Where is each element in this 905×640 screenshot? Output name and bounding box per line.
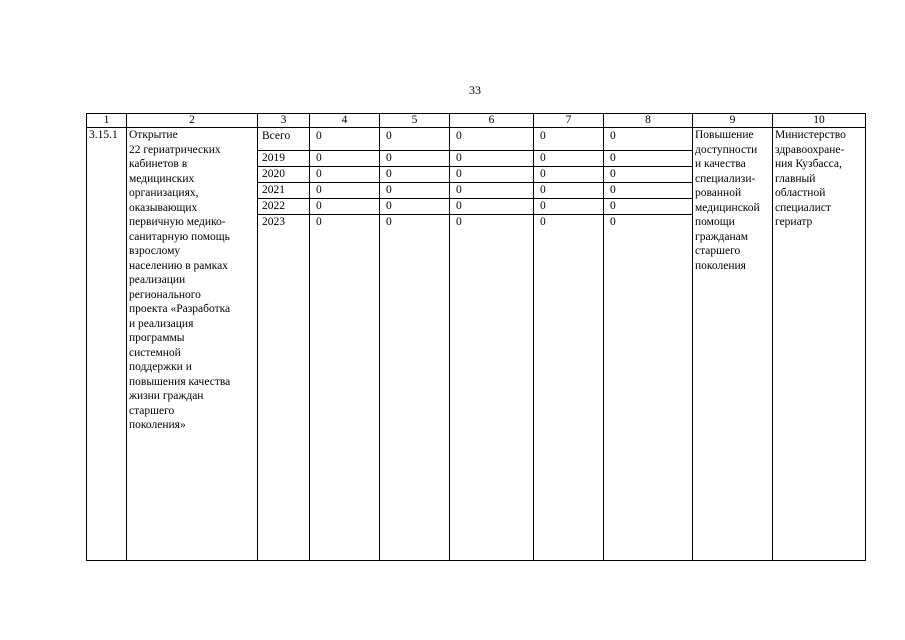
- title-line: программы: [129, 332, 185, 344]
- value-cell: 0: [604, 183, 693, 199]
- title-line: реализации: [129, 274, 186, 286]
- value-cell: 0: [450, 215, 534, 231]
- empty-cell: [534, 230, 604, 561]
- title-line: первичную медико-: [129, 216, 226, 228]
- value-cell: 0: [604, 167, 693, 183]
- title-line: оказывающих: [129, 201, 198, 214]
- value-cell: 0: [450, 151, 534, 167]
- title-line: кабинетов в: [129, 158, 188, 170]
- year-label: Всего: [258, 128, 310, 151]
- col-header-4: 4: [310, 114, 380, 128]
- value-cell: 0: [450, 199, 534, 215]
- responsible-line: ния Кузбасса,: [775, 158, 842, 170]
- value-cell: 0: [534, 128, 604, 151]
- col-header-5: 5: [380, 114, 450, 128]
- responsible-line: специалист: [775, 201, 831, 214]
- value-cell: 0: [310, 183, 380, 199]
- outcome-line: рованной: [695, 187, 742, 199]
- value-cell: 0: [534, 167, 604, 183]
- year-label: 2021: [258, 183, 310, 199]
- value-cell: 0: [450, 128, 534, 151]
- responsible-line: Министерство: [775, 129, 846, 141]
- value-cell: 0: [604, 215, 693, 231]
- title-line: организациях,: [129, 187, 199, 199]
- title-line: регионального: [129, 288, 201, 301]
- responsible-cell: [773, 128, 866, 561]
- title-line: проекта «Разработка: [129, 303, 231, 315]
- responsible-line: гериатр: [775, 216, 813, 228]
- col-header-2: 2: [127, 114, 258, 128]
- value-cell: 0: [310, 199, 380, 215]
- value-cell: 0: [380, 128, 450, 151]
- outcome-line: доступности: [695, 143, 758, 156]
- responsible-line: здравоохране-: [775, 143, 845, 156]
- value-cell: 0: [380, 199, 450, 215]
- responsible-line: областной: [775, 187, 826, 199]
- empty-cell: [450, 230, 534, 561]
- responsible-line: главный: [775, 172, 816, 185]
- row-title: [127, 128, 258, 561]
- outcome-line: гражданам: [695, 230, 749, 243]
- title-line: повышения качества: [129, 375, 231, 388]
- title-line: санитарную помощь: [129, 230, 230, 243]
- outcome-line: и качества: [695, 158, 746, 170]
- title-line: медицинских: [129, 172, 195, 185]
- value-cell: 0: [534, 199, 604, 215]
- title-line: поддержки и: [129, 361, 192, 373]
- program-table: [86, 113, 866, 561]
- year-label: 2023: [258, 215, 310, 231]
- value-cell: 0: [534, 215, 604, 231]
- outcome-cell: [693, 128, 773, 561]
- value-cell: 0: [534, 183, 604, 199]
- title-line: населению в рамках: [129, 259, 228, 272]
- value-cell: 0: [380, 151, 450, 167]
- value-cell: 0: [380, 167, 450, 183]
- value-cell: 0: [310, 215, 380, 231]
- value-cell: 0: [310, 167, 380, 183]
- col-header-9: 9: [693, 114, 773, 128]
- value-cell: 0: [450, 167, 534, 183]
- title-line: и реализация: [129, 317, 194, 330]
- col-header-1: 1: [87, 114, 127, 128]
- table-row: [87, 128, 866, 151]
- outcome-line: медицинской: [695, 201, 760, 214]
- year-label: 2019: [258, 151, 310, 167]
- row-number: 3.15.1: [87, 128, 127, 561]
- title-line: Открытие: [129, 129, 178, 141]
- title-line: взрослому: [129, 245, 181, 257]
- title-line: старшего: [129, 404, 175, 417]
- col-header-10: 10: [773, 114, 866, 128]
- empty-cell: [310, 230, 380, 561]
- col-header-3: 3: [258, 114, 310, 128]
- page-number: 33: [469, 83, 481, 97]
- year-label: 2022: [258, 199, 310, 215]
- value-cell: 0: [380, 215, 450, 231]
- value-cell: 0: [380, 183, 450, 199]
- value-cell: 0: [604, 128, 693, 151]
- title-line: 22 гериатрических: [129, 143, 221, 156]
- title-line: системной: [129, 346, 181, 359]
- outcome-line: специализи-: [695, 172, 756, 185]
- year-label: 2020: [258, 167, 310, 183]
- value-cell: 0: [604, 151, 693, 167]
- value-cell: 0: [534, 151, 604, 167]
- header-row: [87, 114, 866, 128]
- outcome-line: Повышение: [695, 129, 754, 141]
- value-cell: 0: [310, 151, 380, 167]
- outcome-line: старшего: [695, 245, 741, 257]
- empty-cell: [258, 230, 310, 561]
- title-line: поколения»: [129, 419, 186, 431]
- empty-cell: [604, 230, 693, 561]
- value-cell: 0: [310, 128, 380, 151]
- title-line: жизни граждан: [129, 390, 204, 402]
- value-cell: 0: [604, 199, 693, 215]
- empty-cell: [380, 230, 450, 561]
- col-header-7: 7: [534, 114, 604, 128]
- col-header-8: 8: [604, 114, 693, 128]
- col-header-6: 6: [450, 114, 534, 128]
- outcome-line: помощи: [695, 216, 735, 228]
- outcome-line: поколения: [695, 259, 746, 272]
- value-cell: 0: [450, 183, 534, 199]
